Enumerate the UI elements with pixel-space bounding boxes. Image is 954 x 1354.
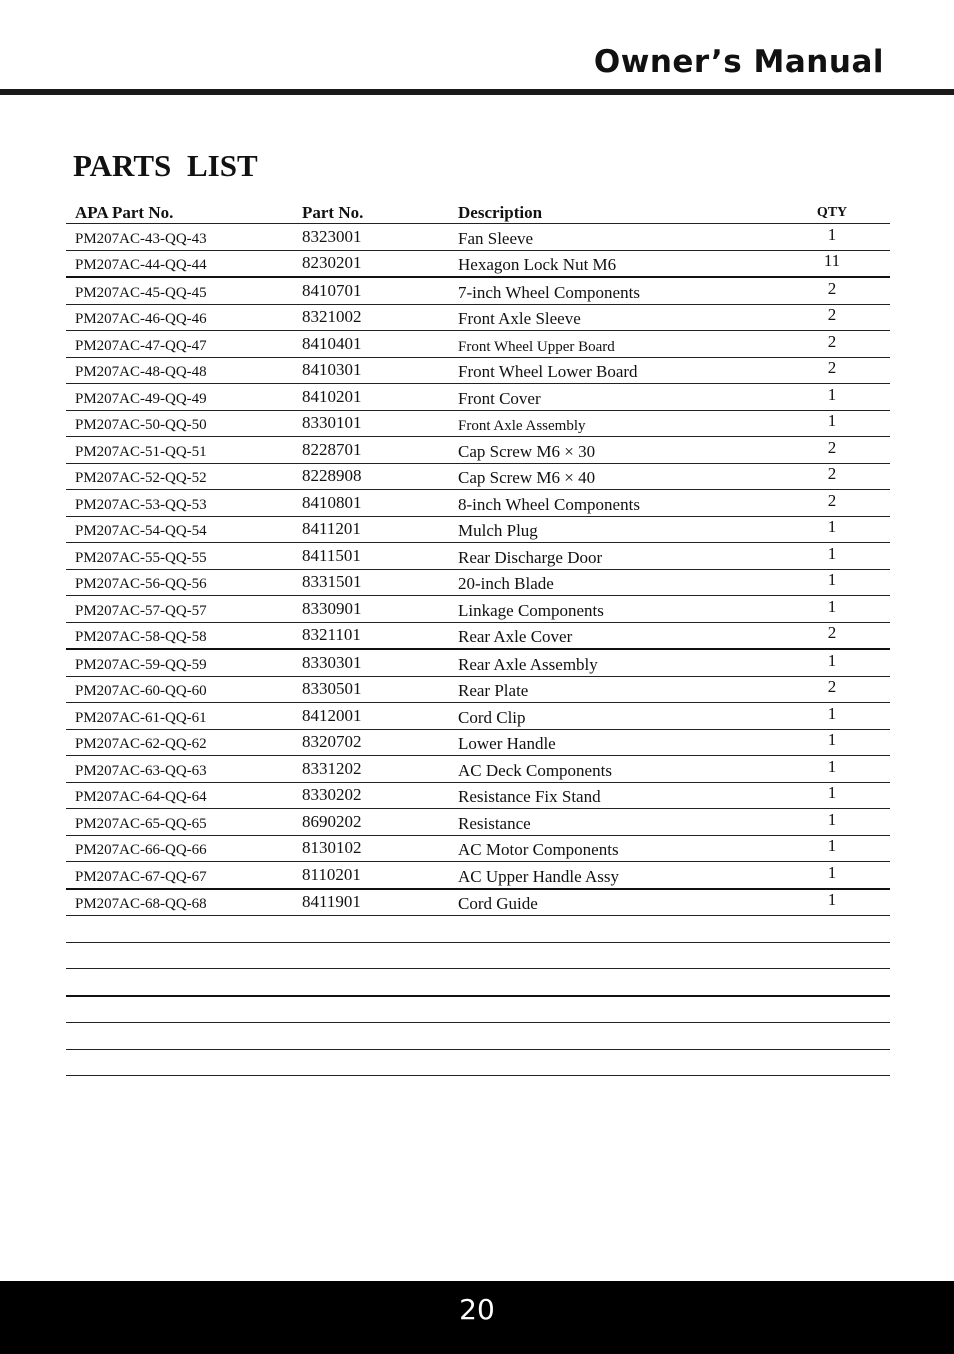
- page-number: 20: [459, 1293, 495, 1326]
- part-no-cell: 8410801: [302, 492, 362, 512]
- description-cell: Resistance Fix Stand: [458, 787, 601, 806]
- column-header-description: Description: [458, 203, 543, 222]
- description-cell: Rear Axle Assembly: [458, 654, 598, 674]
- part-no-cell: 8321101: [302, 625, 361, 644]
- part-no-cell: 8331501: [302, 572, 362, 591]
- apa-part-no-cell: PM207AC-58-QQ-58: [75, 629, 207, 645]
- qty-cell: 11: [823, 251, 841, 270]
- table-row: [66, 809, 890, 836]
- table-header-row: [66, 200, 890, 224]
- part-no-cell: 8410301: [302, 360, 362, 379]
- table-row: [66, 650, 890, 677]
- apa-part-no-cell: PM207AC-63-QQ-63: [75, 762, 207, 779]
- part-no-cell: 8330501: [302, 679, 362, 698]
- qty-cell: 1: [827, 543, 837, 563]
- description-cell: Cap Screw M6 × 40: [458, 468, 596, 487]
- description-cell: Rear Axle Cover: [458, 627, 573, 646]
- description-cell: Front Axle Assembly: [458, 418, 586, 434]
- apa-part-no-cell: PM207AC-54-QQ-54: [75, 523, 207, 539]
- part-no-cell: 8230201: [302, 253, 362, 272]
- apa-part-no-cell: PM207AC-61-QQ-61: [75, 709, 207, 726]
- part-no-cell: 8410401: [302, 333, 362, 353]
- part-no-cell: 8412001: [302, 705, 362, 725]
- part-no-cell: 8330202: [302, 785, 362, 804]
- qty-cell: 1: [827, 224, 837, 244]
- qty-cell: 1: [827, 862, 837, 882]
- apa-part-no-cell: PM207AC-47-QQ-47: [75, 337, 207, 354]
- apa-part-no-cell: PM207AC-60-QQ-60: [75, 683, 207, 699]
- header-title: Owner’s Manual: [593, 44, 884, 80]
- page-title: PARTS LIST: [73, 148, 258, 183]
- description-cell: Rear Plate: [458, 681, 529, 700]
- description-cell: Front Cover: [458, 388, 541, 408]
- part-no-cell: 8690202: [302, 811, 362, 831]
- apa-part-no-cell: PM207AC-65-QQ-65: [75, 815, 207, 832]
- table-row: [66, 890, 890, 917]
- part-no-cell: 8321002: [302, 307, 362, 326]
- part-no-cell: 8228701: [302, 439, 362, 459]
- description-cell: Resistance: [458, 813, 531, 833]
- apa-part-no-cell: PM207AC-51-QQ-51: [75, 443, 207, 460]
- apa-part-no-cell: PM207AC-55-QQ-55: [75, 549, 207, 566]
- part-no-cell: 8330101: [302, 413, 362, 432]
- table-row: [66, 862, 890, 890]
- part-no-cell: 8323001: [302, 226, 362, 246]
- qty-cell: 1: [827, 756, 837, 776]
- table-row: [66, 623, 890, 651]
- table-row: [66, 224, 890, 251]
- qty-cell: 1: [827, 384, 837, 404]
- description-cell: Cord Guide: [458, 894, 538, 913]
- qty-cell: 2: [827, 464, 837, 483]
- empty-table-row: [66, 1050, 890, 1077]
- parts-table: [66, 200, 890, 1076]
- description-cell: Cord Clip: [458, 707, 526, 727]
- description-cell: Front Axle Sleeve: [458, 309, 581, 328]
- header-rule: [0, 89, 954, 95]
- table-row: [66, 517, 890, 544]
- qty-cell: 2: [827, 623, 837, 642]
- apa-part-no-cell: PM207AC-45-QQ-45: [75, 284, 207, 301]
- apa-part-no-cell: PM207AC-66-QQ-66: [75, 842, 207, 858]
- table-row: [66, 756, 890, 783]
- description-cell: Front Wheel Lower Board: [458, 362, 638, 381]
- column-header-part-no: Part No.: [302, 203, 364, 222]
- part-no-cell: 8320702: [302, 732, 362, 751]
- part-no-cell: 8228908: [302, 466, 362, 485]
- empty-table-row: [66, 997, 890, 1024]
- apa-part-no-cell: PM207AC-68-QQ-68: [75, 896, 207, 912]
- qty-cell: 1: [827, 570, 837, 589]
- qty-cell: 1: [827, 411, 837, 430]
- column-header-qty: QTY: [816, 205, 848, 220]
- part-no-cell: 8330901: [302, 598, 362, 618]
- qty-cell: 2: [827, 677, 837, 696]
- part-no-cell: 8410701: [302, 280, 362, 300]
- empty-table-row: [66, 916, 890, 943]
- table-row: [66, 411, 890, 438]
- apa-part-no-cell: PM207AC-53-QQ-53: [75, 496, 207, 513]
- table-row: [66, 836, 890, 863]
- description-cell: Front Wheel Upper Board: [458, 338, 615, 355]
- qty-cell: 1: [827, 809, 837, 829]
- empty-table-row: [66, 1023, 890, 1050]
- table-row: [66, 384, 890, 411]
- part-no-cell: 8411901: [302, 892, 361, 911]
- apa-part-no-cell: PM207AC-67-QQ-67: [75, 868, 207, 885]
- apa-part-no-cell: PM207AC-59-QQ-59: [75, 656, 207, 673]
- qty-cell: 2: [827, 331, 837, 351]
- apa-part-no-cell: PM207AC-48-QQ-48: [75, 364, 207, 380]
- table-row: [66, 251, 890, 279]
- part-no-cell: 8331202: [302, 758, 362, 778]
- description-cell: Mulch Plug: [458, 521, 538, 540]
- qty-cell: 2: [827, 437, 837, 457]
- apa-part-no-cell: PM207AC-57-QQ-57: [75, 602, 207, 619]
- table-row: [66, 490, 890, 517]
- apa-part-no-cell: PM207AC-62-QQ-62: [75, 736, 207, 752]
- description-cell: Linkage Components: [458, 600, 604, 620]
- description-cell: 8-inch Wheel Components: [458, 494, 640, 514]
- apa-part-no-cell: PM207AC-44-QQ-44: [75, 257, 207, 273]
- apa-part-no-cell: PM207AC-56-QQ-56: [75, 576, 207, 592]
- table-row: [66, 730, 890, 757]
- table-row: [66, 677, 890, 704]
- table-row: [66, 703, 890, 730]
- qty-cell: 1: [827, 783, 837, 802]
- table-row: [66, 305, 890, 332]
- qty-cell: 2: [827, 305, 837, 324]
- empty-table-row: [66, 943, 890, 970]
- table-row: [66, 543, 890, 570]
- empty-table-row: [66, 969, 890, 997]
- description-cell: Rear Discharge Door: [458, 547, 603, 567]
- qty-cell: 1: [827, 836, 837, 855]
- part-no-cell: 8110201: [302, 864, 361, 884]
- description-cell: 20-inch Blade: [458, 574, 554, 593]
- table-row: [66, 358, 890, 385]
- part-no-cell: 8330301: [302, 652, 362, 672]
- table-row: [66, 464, 890, 491]
- description-cell: 7-inch Wheel Components: [458, 282, 640, 302]
- qty-cell: 1: [827, 703, 837, 723]
- apa-part-no-cell: PM207AC-43-QQ-43: [75, 230, 207, 247]
- table-row: [66, 278, 890, 305]
- description-cell: AC Upper Handle Assy: [458, 866, 620, 886]
- part-no-cell: 8411201: [302, 519, 361, 538]
- qty-cell: 2: [827, 278, 837, 298]
- apa-part-no-cell: PM207AC-50-QQ-50: [75, 417, 207, 433]
- qty-cell: 1: [827, 596, 837, 616]
- qty-cell: 1: [827, 650, 837, 670]
- qty-cell: 2: [827, 358, 837, 377]
- description-cell: Hexagon Lock Nut M6: [458, 255, 617, 274]
- apa-part-no-cell: PM207AC-46-QQ-46: [75, 311, 207, 327]
- column-header-apa-part-no: APA Part No.: [75, 203, 174, 222]
- part-no-cell: 8411501: [302, 545, 361, 565]
- description-cell: Cap Screw M6 × 30: [458, 441, 596, 461]
- description-cell: AC Motor Components: [458, 840, 619, 859]
- part-no-cell: 8130102: [302, 838, 362, 857]
- table-row: [66, 783, 890, 810]
- table-row: [66, 596, 890, 623]
- qty-cell: 2: [827, 490, 837, 510]
- description-cell: AC Deck Components: [458, 760, 612, 780]
- description-cell: Lower Handle: [458, 734, 556, 753]
- qty-cell: 1: [827, 730, 837, 749]
- part-no-cell: 8410201: [302, 386, 362, 406]
- table-row: [66, 331, 890, 358]
- apa-part-no-cell: PM207AC-49-QQ-49: [75, 390, 207, 407]
- description-cell: Fan Sleeve: [458, 228, 534, 248]
- qty-cell: 1: [827, 517, 837, 536]
- apa-part-no-cell: PM207AC-52-QQ-52: [75, 470, 207, 486]
- table-row: [66, 570, 890, 597]
- table-row: [66, 437, 890, 464]
- apa-part-no-cell: PM207AC-64-QQ-64: [75, 789, 207, 805]
- qty-cell: 1: [827, 890, 837, 909]
